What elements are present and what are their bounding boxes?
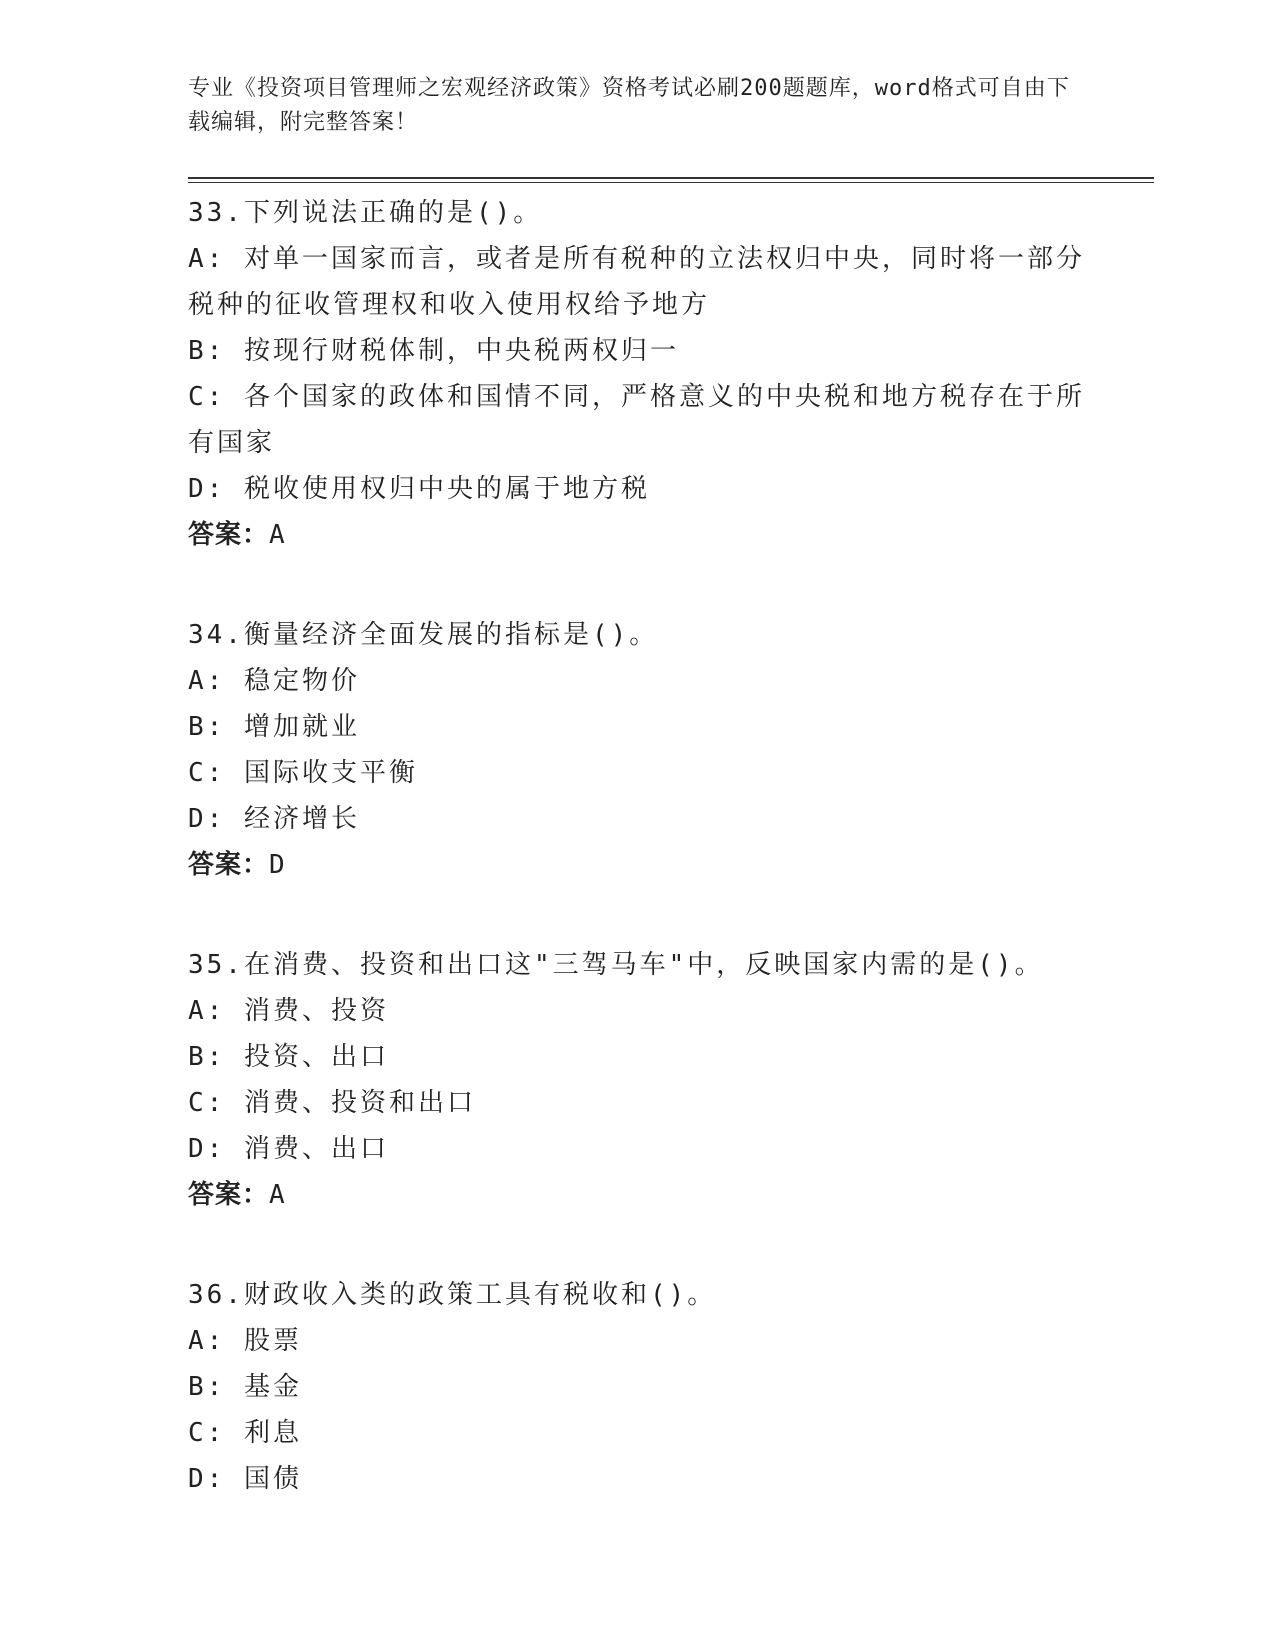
option-a: A: 对单一国家而言，或者是所有税种的立法权归中央，同时将一部分税种的征收管理权和收入使用权给予地方 bbox=[188, 244, 1085, 320]
document-header bbox=[188, 72, 1088, 140]
option-d: D: 国债 bbox=[188, 1464, 302, 1494]
option-d: D: 税收使用权归中央的属于地方税 bbox=[188, 474, 650, 504]
question-stem: 33.下列说法正确的是()。 bbox=[188, 198, 543, 228]
answer-value: D bbox=[269, 850, 286, 880]
header-divider-thick bbox=[188, 177, 1154, 179]
question-stem: 34.衡量经济全面发展的指标是()。 bbox=[188, 620, 659, 650]
option-c: C: 各个国家的政体和国情不同，严格意义的中央税和地方税存在于所有国家 bbox=[188, 382, 1085, 458]
question-stem: 35.在消费、投资和出口这"三驾马车"中，反映国家内需的是()。 bbox=[188, 950, 1044, 980]
answer-label: 答案： bbox=[188, 850, 270, 880]
header-divider-thin bbox=[188, 182, 1154, 183]
answer-label: 答案： bbox=[188, 1180, 270, 1210]
option-c: C: 国际收支平衡 bbox=[188, 758, 418, 788]
option-c: C: 利息 bbox=[188, 1418, 302, 1448]
option-a: A: 股票 bbox=[188, 1326, 302, 1356]
answer-label: 答案： bbox=[188, 520, 270, 550]
answer-value: A bbox=[269, 1180, 286, 1210]
option-a: A: 稳定物价 bbox=[188, 666, 360, 696]
question-34 bbox=[188, 612, 1088, 888]
option-d: D: 消费、出口 bbox=[188, 1134, 389, 1164]
option-c: C: 消费、投资和出口 bbox=[188, 1088, 476, 1118]
question-list bbox=[188, 190, 1088, 1556]
question-36 bbox=[188, 1272, 1088, 1502]
option-b: B: 增加就业 bbox=[188, 712, 360, 742]
document-title: 专业《投资项目管理师之宏观经济政策》资格考试必刷200题题库，word格式可自由下载编辑，附完整答案！ bbox=[188, 76, 1070, 135]
option-a: A: 消费、投资 bbox=[188, 996, 389, 1026]
option-d: D: 经济增长 bbox=[188, 804, 360, 834]
option-b: B: 基金 bbox=[188, 1372, 302, 1402]
question-33 bbox=[188, 190, 1088, 558]
answer-row bbox=[188, 842, 1088, 888]
option-b: B: 投资、出口 bbox=[188, 1042, 389, 1072]
answer-row bbox=[188, 1172, 1088, 1218]
answer-value: A bbox=[269, 520, 286, 550]
answer-row bbox=[188, 512, 1088, 558]
question-35 bbox=[188, 942, 1088, 1218]
question-stem: 36.财政收入类的政策工具有税收和()。 bbox=[188, 1280, 717, 1310]
option-b: B: 按现行财税体制，中央税两权归一 bbox=[188, 336, 679, 366]
